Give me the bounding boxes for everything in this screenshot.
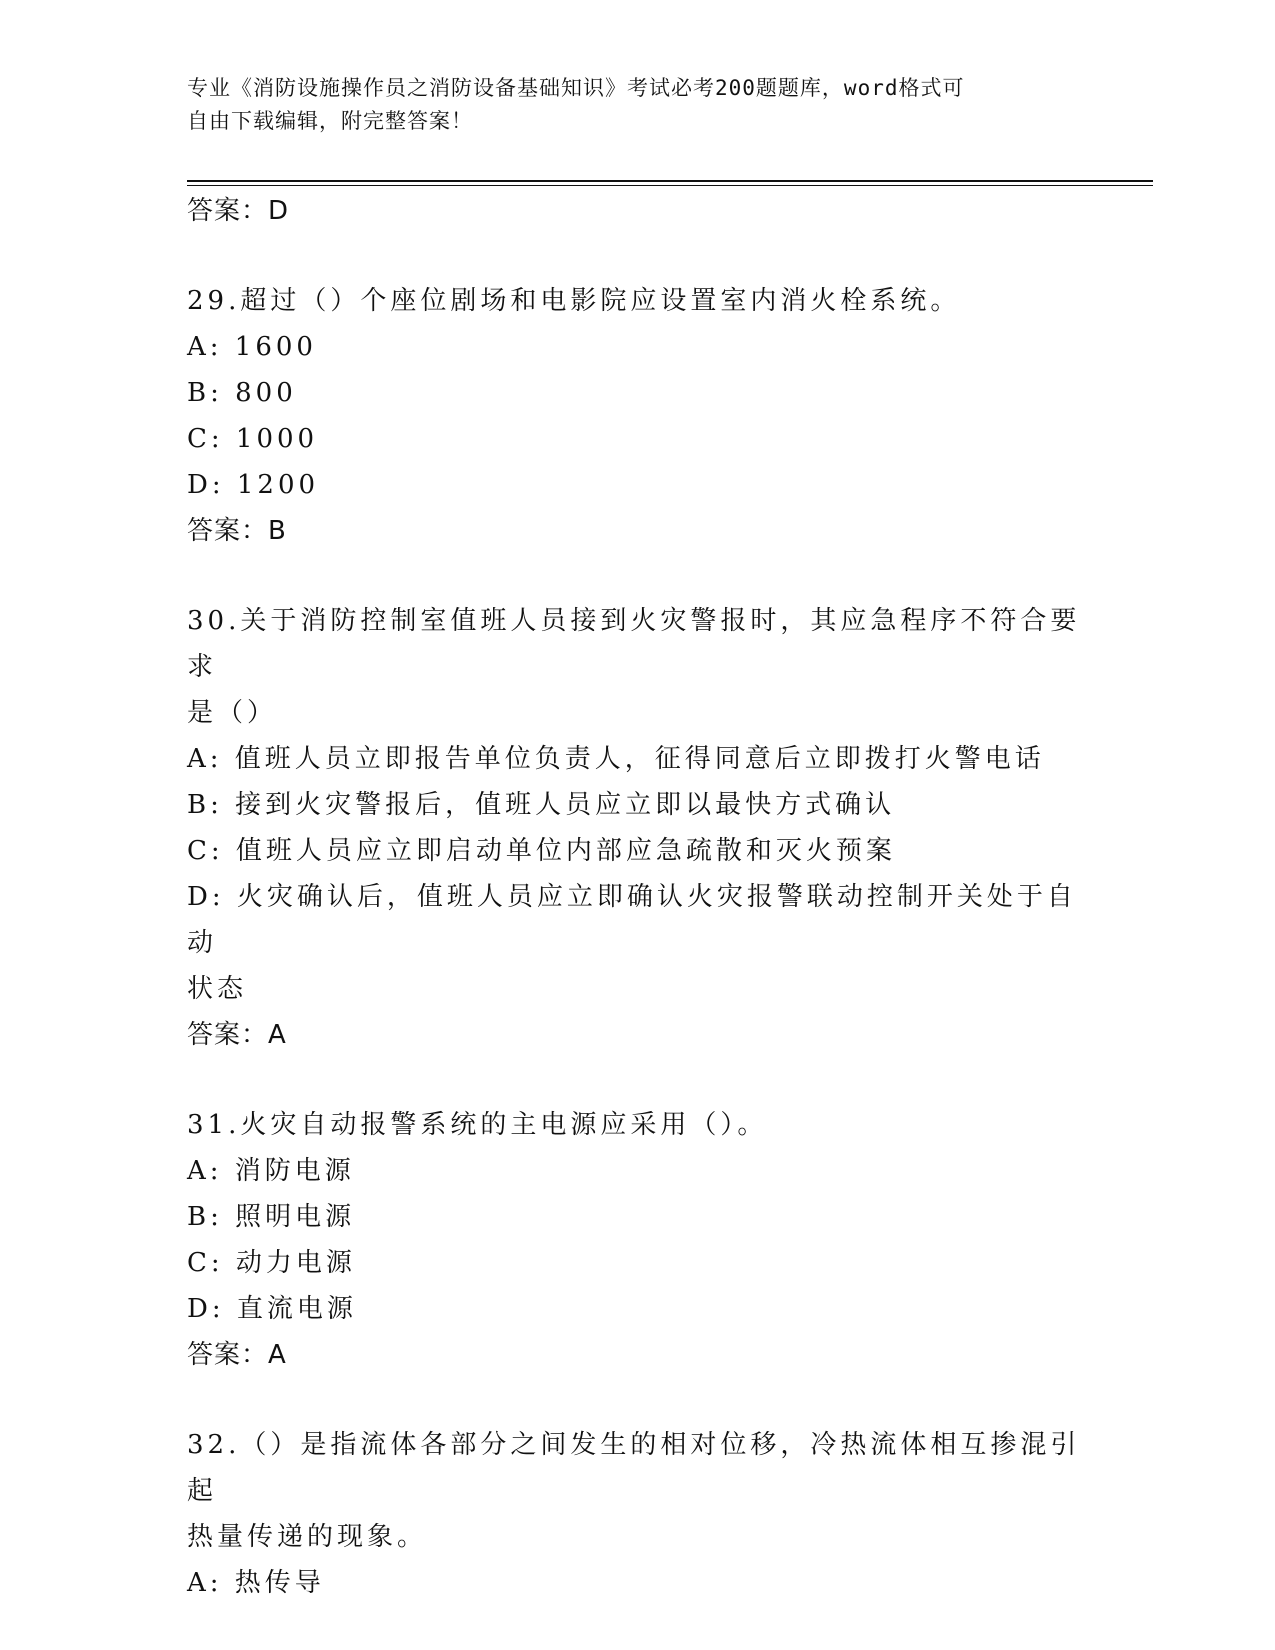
option-b: B: 接到火灾警报后，值班人员应立即以最快方式确认 <box>187 790 896 820</box>
question-32 <box>187 1422 1087 1606</box>
option-c: C: 动力电源 <box>187 1248 356 1278</box>
option-c: C: 值班人员应立即启动单位内部应急疏散和灭火预案 <box>187 836 896 866</box>
option-d: D: 火灾确认后，值班人员应立即确认火灾报警联动控制开关处于自动 <box>187 882 1077 958</box>
question-stem-continued: 是（） <box>187 698 278 728</box>
option-c: C: 1000 <box>187 424 319 454</box>
answer: 答案：A <box>187 1340 287 1370</box>
previous-answer: 答案：D <box>187 196 290 226</box>
question-31 <box>187 1102 1087 1378</box>
option-a: A: 热传导 <box>187 1568 325 1598</box>
option-a: A: 消防电源 <box>187 1156 355 1186</box>
question-stem: 31.火灾自动报警系统的主电源应采用（）。 <box>187 1110 768 1140</box>
option-a: A: 1600 <box>187 332 317 362</box>
question-stem: 29.超过（）个座位剧场和电影院应设置室内消火栓系统。 <box>187 286 961 316</box>
question-30 <box>187 598 1087 1058</box>
question-list <box>187 188 1087 1606</box>
option-b: B: 照明电源 <box>187 1202 356 1232</box>
header-line-2: 自由下载编辑，附完整答案！ <box>187 109 473 133</box>
header-divider-thin <box>187 185 1153 186</box>
option-d: D: 直流电源 <box>187 1294 357 1324</box>
header-line-1: 专业《消防设施操作员之消防设备基础知识》考试必考200题题库，word格式可 <box>187 76 965 100</box>
option-d-continued: 状态 <box>187 974 248 1004</box>
answer: 答案：A <box>187 1020 287 1050</box>
option-b: B: 800 <box>187 378 297 408</box>
question-stem-continued: 热量传递的现象。 <box>187 1522 428 1552</box>
document-header <box>187 72 1087 138</box>
question-stem: 30.关于消防控制室值班人员接到火灾警报时，其应急程序不符合要求 <box>187 606 1081 682</box>
option-a: A: 值班人员立即报告单位负责人，征得同意后立即拨打火警电话 <box>187 744 1045 774</box>
question-stem: 32.（）是指流体各部分之间发生的相对位移，冷热流体相互掺混引起 <box>187 1430 1081 1506</box>
option-d: D: 1200 <box>187 470 320 500</box>
answer: 答案：B <box>187 516 287 546</box>
question-29 <box>187 278 1087 554</box>
header-divider-thick <box>187 180 1153 182</box>
